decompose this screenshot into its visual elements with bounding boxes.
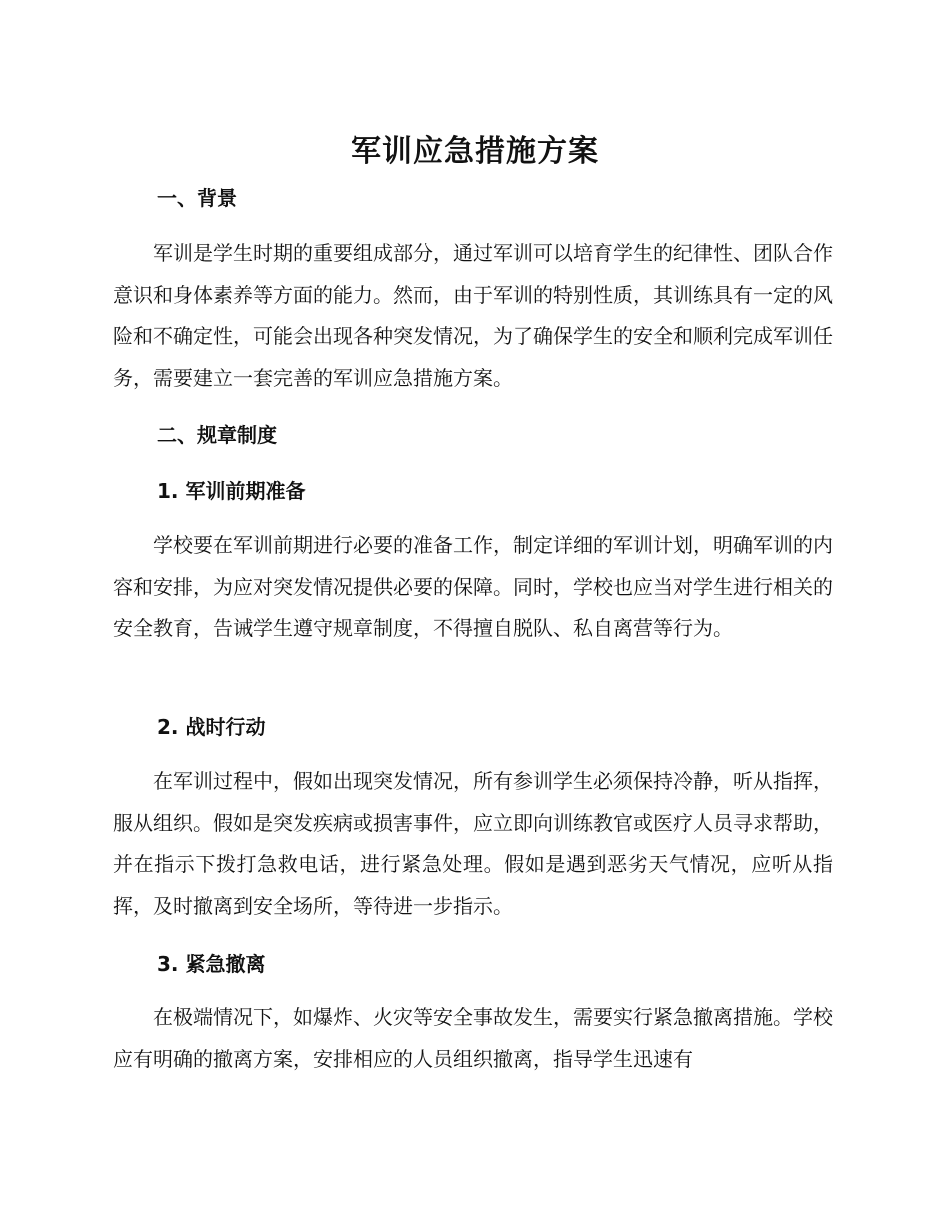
paragraph-evacuation: 在极端情况下，如爆炸、火灾等安全事故发生，需要实行紧急撤离措施。学校应有明确的撤离方案，安排相应的人员组织撤离，指导学生迅速有 bbox=[113, 1005, 833, 1071]
paragraph-wartime-action: 在军训过程中，假如出现突发情况，所有参训学生必须保持冷静，听从指挥，服从组织。假如是突发疾病或损害事件，应立即向训练教官或医疗人员寻求帮助，并在指示下拨打急救电话，进行紧急处理。假如是遇到恶劣天气情况，应听从指挥，及时撤离到安全场所，等待进一步指示。 bbox=[113, 769, 833, 918]
paragraph-preparation: 学校要在军训前期进行必要的准备工作，制定详细的军训计划，明确军训的内容和安排，为应对突发情况提供必要的保障。同时，学校也应当对学生进行相关的安全教育，告诫学生遵守规章制度，不得擅自脱队、私自离营等行为。 bbox=[113, 533, 833, 640]
document-title: 军训应急措施方案 bbox=[351, 134, 599, 169]
subsection-heading-evacuation: 3. 紧急撤离 bbox=[157, 952, 266, 976]
paragraph-background: 军训是学生时期的重要组成部分，通过军训可以培育学生的纪律性、团队合作意识和身体素养等方面的能力。然而，由于军训的特别性质，其训练具有一定的风险和不确定性，可能会出现各种突发情况，为了确保学生的安全和顺利完成军训任务，需要建立一套完善的军训应急措施方案。 bbox=[113, 241, 833, 390]
subsection-heading-preparation: 1. 军训前期准备 bbox=[157, 479, 306, 503]
section-heading-background: 一、背景 bbox=[157, 186, 237, 210]
subsection-heading-wartime-action: 2. 战时行动 bbox=[157, 715, 266, 739]
section-heading-regulations: 二、规章制度 bbox=[157, 423, 277, 447]
